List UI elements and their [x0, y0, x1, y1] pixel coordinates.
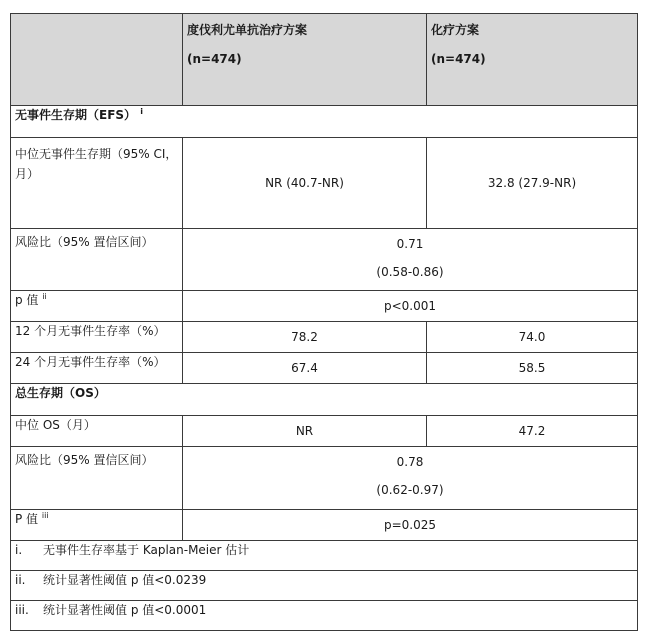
os-median-label: 中位 OS（月） [11, 416, 183, 447]
os-median-row [11, 416, 638, 447]
efs-section-row [11, 106, 638, 138]
footnote-row-1 [11, 541, 638, 571]
os-p-value: p=0.025 [183, 510, 638, 541]
os-hr-value: 0.78 [396, 455, 424, 469]
footnote-1: i. 无事件生存率基于 Kaplan-Meier 估计 [11, 541, 638, 571]
header-row [11, 14, 638, 106]
footnote-row-2 [11, 571, 638, 601]
os-median-group2: 47.2 [427, 416, 638, 447]
efs-p-footnote-mark: ii [42, 292, 47, 301]
results-table [10, 13, 638, 631]
os-median-group1: NR [183, 416, 427, 447]
footnote-3: iii. 统计显著性阈值 p 值<0.0001 [11, 601, 638, 631]
group1-name: 度伐利尤单抗治疗方案 [187, 23, 308, 37]
efs-median-row [11, 138, 638, 229]
header-group1 [183, 14, 427, 106]
efs-rate12-row [11, 322, 638, 353]
efs-rate24-group1: 67.4 [183, 353, 427, 384]
efs-p-value: p<0.001 [183, 291, 638, 322]
efs-rate24-label: 24 个月无事件生存率（%） [11, 353, 183, 384]
efs-hr-label: 风险比（95% 置信区间） [11, 229, 183, 291]
footnote-row-3 [11, 601, 638, 631]
efs-hr-value: 0.71 [396, 237, 424, 251]
efs-median-group1: NR (40.7-NR) [183, 138, 427, 229]
efs-section-title: 无事件生存期（EFS） $^i$ [11, 106, 638, 138]
efs-rate24-row [11, 353, 638, 384]
group1-n: (n=474) [187, 52, 242, 66]
efs-rate12-group2: 74.0 [427, 322, 638, 353]
efs-p-label: p 值 $^{ii}$ [11, 291, 183, 322]
footnote-2: ii. 统计显著性阈值 p 值<0.0239 [11, 571, 638, 601]
os-hr-ci: (0.62-0.97) [376, 483, 444, 497]
header-empty-cell [11, 14, 183, 106]
efs-p-row [11, 291, 638, 322]
os-p-row [11, 510, 638, 541]
efs-median-label: 中位无事件生存期（95% CI，月） [11, 138, 183, 229]
efs-hr-ci: (0.58-0.86) [376, 265, 444, 279]
os-p-label: P 值 $^{iii}$ [11, 510, 183, 541]
os-p-footnote-mark: iii [41, 511, 49, 520]
os-section-row [11, 384, 638, 416]
efs-hr-row [11, 229, 638, 291]
os-section-title: 总生存期（OS） [11, 384, 638, 416]
header-group2 [427, 14, 638, 106]
os-hr-row [11, 447, 638, 510]
efs-hr-cell [183, 229, 638, 291]
os-hr-label: 风险比（95% 置信区间） [11, 447, 183, 510]
os-hr-cell [183, 447, 638, 510]
efs-median-group2: 32.8 (27.9-NR) [427, 138, 638, 229]
efs-section-footnote-mark: i [140, 107, 143, 116]
efs-rate12-label: 12 个月无事件生存率（%） [11, 322, 183, 353]
efs-rate24-group2: 58.5 [427, 353, 638, 384]
group2-n: (n=474) [431, 52, 486, 66]
group2-name: 化疗方案 [431, 23, 480, 37]
efs-rate12-group1: 78.2 [183, 322, 427, 353]
